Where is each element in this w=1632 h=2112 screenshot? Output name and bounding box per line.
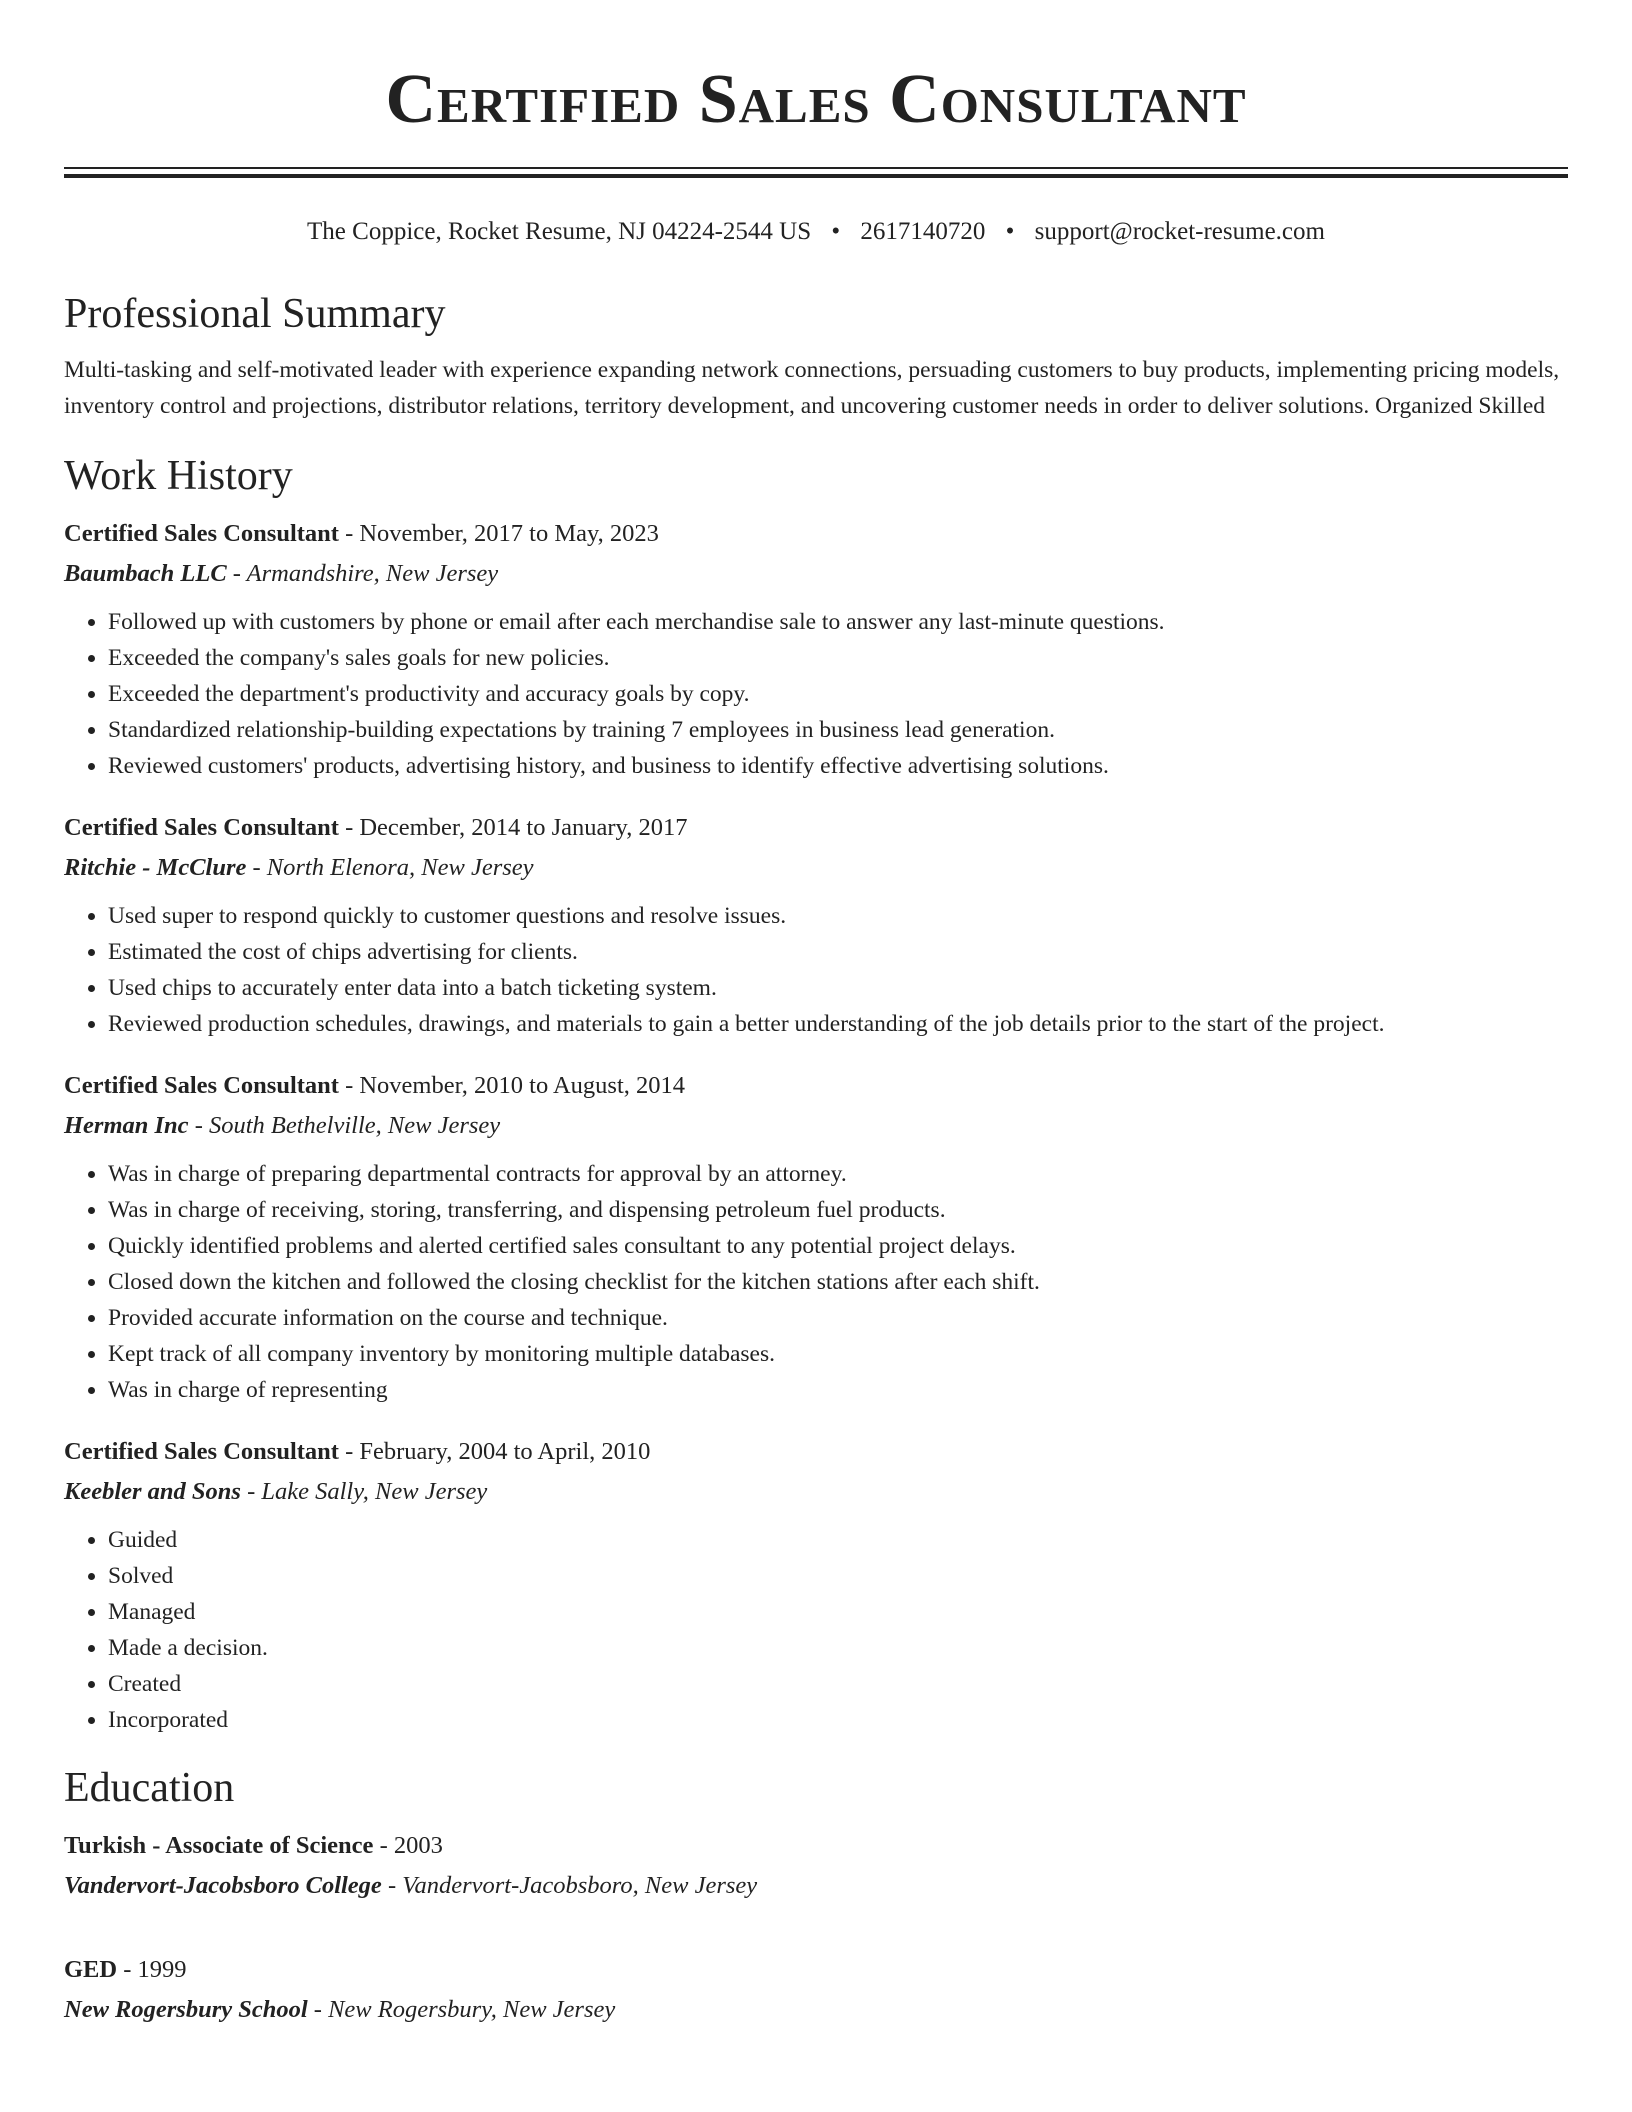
- education-location: - Vandervort-Jacobsboro, New Jersey: [387, 1872, 758, 1899]
- title-divider-thick: [64, 174, 1568, 178]
- job-bullet: • Made a decision.: [108, 1630, 1568, 1666]
- job-bullet: • Was in charge of representing: [108, 1372, 1568, 1408]
- title-divider-thin: [64, 167, 1568, 169]
- education-school: Vandervort-Jacobsboro College: [64, 1872, 382, 1899]
- job-dates: - December, 2014 to January, 2017: [345, 814, 688, 841]
- job-title: Certified Sales Consultant: [64, 520, 339, 547]
- contact-email: support@rocket-resume.com: [1034, 218, 1325, 245]
- job-entry: [64, 808, 1568, 1042]
- job-title: Certified Sales Consultant: [64, 1072, 339, 1099]
- education-school-line: [64, 1990, 1568, 2030]
- job-location: - Armandshire, New Jersey: [232, 560, 499, 587]
- job-entry: [64, 1432, 1568, 1738]
- job-bullet: • Exceeded the company's sales goals for new policies.: [108, 640, 1568, 676]
- contact-separator: •: [831, 218, 841, 245]
- job-bullet: • Incorporated: [108, 1702, 1568, 1738]
- education-degree: Turkish - Associate of Science: [64, 1832, 374, 1859]
- job-bullet: • Estimated the cost of chips advertising for clients.: [108, 934, 1568, 970]
- job-bullet: • Provided accurate information on the course and technique.: [108, 1300, 1568, 1336]
- job-bullets: [64, 604, 1568, 784]
- education-header: [64, 1826, 1568, 1866]
- contact-separator: •: [1005, 218, 1015, 245]
- education-heading: Education: [64, 1765, 235, 1811]
- job-employer: [64, 1472, 1568, 1512]
- education-section: [64, 1762, 1568, 2030]
- contact-address: The Coppice, Rocket Resume, NJ 04224-2544 US: [307, 218, 812, 245]
- job-title: Certified Sales Consultant: [64, 1438, 339, 1465]
- job-employer: [64, 848, 1568, 888]
- job-bullet: • Solved: [108, 1558, 1568, 1594]
- job-bullet: • Quickly identified problems and alerted certified sales consultant to any potential project delays.: [108, 1228, 1568, 1264]
- contact-phone: 2617140720: [860, 218, 986, 245]
- job-bullet: • Guided: [108, 1522, 1568, 1558]
- job-employer: [64, 1106, 1568, 1146]
- job-company: Ritchie - McClure: [64, 854, 247, 881]
- job-bullet: • Created: [108, 1666, 1568, 1702]
- education-header: [64, 1950, 1568, 1990]
- job-bullet: • Managed: [108, 1594, 1568, 1630]
- education-school-line: [64, 1866, 1568, 1906]
- job-location: - South Bethelville, New Jersey: [194, 1112, 501, 1139]
- job-bullet: • Used super to respond quickly to customer questions and resolve issues.: [108, 898, 1568, 934]
- education-entry: [64, 1826, 1568, 1906]
- education-school: New Rogersbury School: [64, 1996, 308, 2023]
- job-title: Certified Sales Consultant: [64, 814, 339, 841]
- job-bullet: • Reviewed production schedules, drawings, and materials to gain a better understanding of the job details prior to the start of the project.: [108, 1006, 1568, 1042]
- job-company: Herman Inc: [64, 1112, 189, 1139]
- job-header: [64, 1432, 1568, 1472]
- job-dates: - November, 2017 to May, 2023: [345, 520, 659, 547]
- job-entry: [64, 1066, 1568, 1408]
- job-bullet: • Was in charge of receiving, storing, transferring, and dispensing petroleum fuel products.: [108, 1192, 1568, 1228]
- job-bullets: [64, 1522, 1568, 1738]
- job-bullet: • Exceeded the department's productivity and accuracy goals by copy.: [108, 676, 1568, 712]
- job-company: Keebler and Sons: [64, 1478, 241, 1505]
- education-year: - 2003: [379, 1832, 443, 1859]
- summary-text: Multi-tasking and self-motivated leader with experience expanding network connections, persuading customers to buy products, implementing pricing models, inventory control and projections, distributor relations, territory development, and uncovering customer needs in order to deliver solutions. Organized Skilled: [64, 357, 1560, 419]
- resume-page: [64, 0, 1568, 2023]
- work-history-section: [64, 450, 1568, 1738]
- job-entry: [64, 514, 1568, 784]
- job-bullets: [64, 1156, 1568, 1408]
- work-history-heading: Work History: [64, 453, 293, 499]
- job-header: [64, 1066, 1568, 1106]
- job-bullet: • Kept track of all company inventory by monitoring multiple databases.: [108, 1336, 1568, 1372]
- job-bullet: • Followed up with customers by phone or email after each merchandise sale to answer any last-minute questions.: [108, 604, 1568, 640]
- job-bullet: • Used chips to accurately enter data into a batch ticketing system.: [108, 970, 1568, 1006]
- resume-title: Certified Sales Consultant: [385, 61, 1247, 138]
- job-header: [64, 514, 1568, 554]
- job-bullet: • Reviewed customers' products, advertising history, and business to identify effective advertising solutions.: [108, 748, 1568, 784]
- education-year: - 1999: [123, 1956, 187, 1983]
- job-bullet: • Standardized relationship-building expectations by training 7 employees in business lead generation.: [108, 712, 1568, 748]
- summary-heading: Professional Summary: [64, 291, 446, 337]
- education-location: - New Rogersbury, New Jersey: [313, 1996, 616, 2023]
- job-header: [64, 808, 1568, 848]
- summary-section: [64, 288, 1568, 424]
- job-bullets: [64, 898, 1568, 1042]
- resume-content: [64, 288, 1568, 2074]
- job-bullet: • Closed down the kitchen and followed the closing checklist for the kitchen stations after each shift.: [108, 1264, 1568, 1300]
- education-degree: GED: [64, 1956, 118, 1983]
- job-company: Baumbach LLC: [64, 560, 227, 587]
- education-entry: [64, 1950, 1568, 2030]
- job-dates: - November, 2010 to August, 2014: [345, 1072, 686, 1099]
- job-dates: - February, 2004 to April, 2010: [345, 1438, 651, 1465]
- job-bullet: • Was in charge of preparing departmental contracts for approval by an attorney.: [108, 1156, 1568, 1192]
- job-location: - Lake Sally, New Jersey: [247, 1478, 488, 1505]
- contact-line: [64, 214, 1568, 250]
- job-employer: [64, 554, 1568, 594]
- job-location: - North Elenora, New Jersey: [252, 854, 534, 881]
